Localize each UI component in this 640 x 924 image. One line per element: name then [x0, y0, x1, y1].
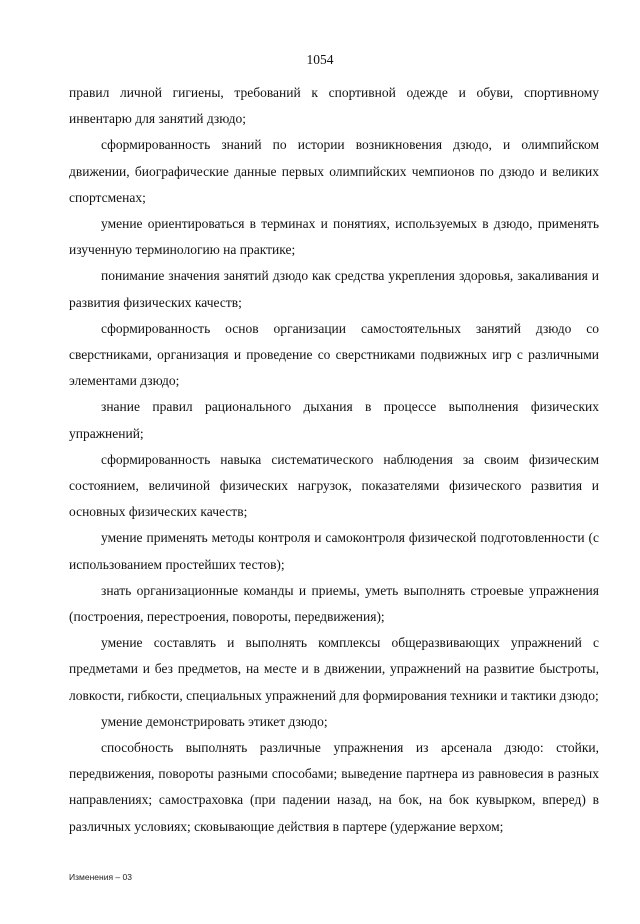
paragraph: знать организационные команды и приемы, уметь выполнять строевые упражнения (построения, перестроения, повороты, передвижения); — [69, 582, 599, 625]
paragraph: умение ориентироваться в терминах и понятиях, используемых в дзюдо, применять изученную терминологию на практике; — [69, 216, 599, 258]
paragraph: умение составлять и выполнять комплексы общеразвивающих упражнений с предметами и без предметов, на месте и в движении, упражнений на развитие быстроты, ловкости, гибкости, специальных упражнений для формирования техники и тактики дзюдо; — [69, 635, 599, 703]
paragraph: понимание значения занятий дзюдо как средства укрепления здоровья, закаливания и развития физических качеств; — [69, 268, 599, 310]
paragraph: умение демонстрировать этикет дзюдо; — [101, 713, 328, 729]
document-body — [69, 80, 599, 840]
paragraph: умение применять методы контроля и самоконтроля физической подготовленности (с использованием простейших тестов); — [69, 530, 599, 572]
paragraph: сформированность знаний по истории возникновения дзюдо, и олимпийском движении, биографические данные первых олимпийских чемпионов по дзюдо и великих спортсменах; — [69, 137, 599, 205]
page-number: 1054 — [306, 52, 334, 67]
paragraph: знание правил рационального дыхания в процессе выполнения физических упражнений; — [69, 399, 599, 441]
paragraph: сформированность навыка систематического наблюдения за своим физическим состоянием, величиной физических нагрузок, показателями физического развития и основных физических качеств; — [69, 451, 599, 520]
footer-revision-note: Изменения – 03 — [69, 872, 132, 882]
paragraph: сформированность основ организации самостоятельных занятий дзюдо со сверстниками, организация и проведение со сверстниками подвижных игр с различными элементами дзюдо; — [69, 320, 599, 389]
paragraph: способность выполнять различные упражнения из арсенала дзюдо: стойки, передвижения, повороты разными способами; выведение партнера из равновесия в разных направлениях; самостраховка (при падении назад, на бок, на бок кувырком, вперед) в различных условиях; сковывающие действия в партере (удержание верхом; — [69, 740, 599, 834]
paragraph: правил личной гигиены, требований к спортивной одежде и обуви, спортивному инвентарю для занятий дзюдо; — [69, 85, 599, 127]
